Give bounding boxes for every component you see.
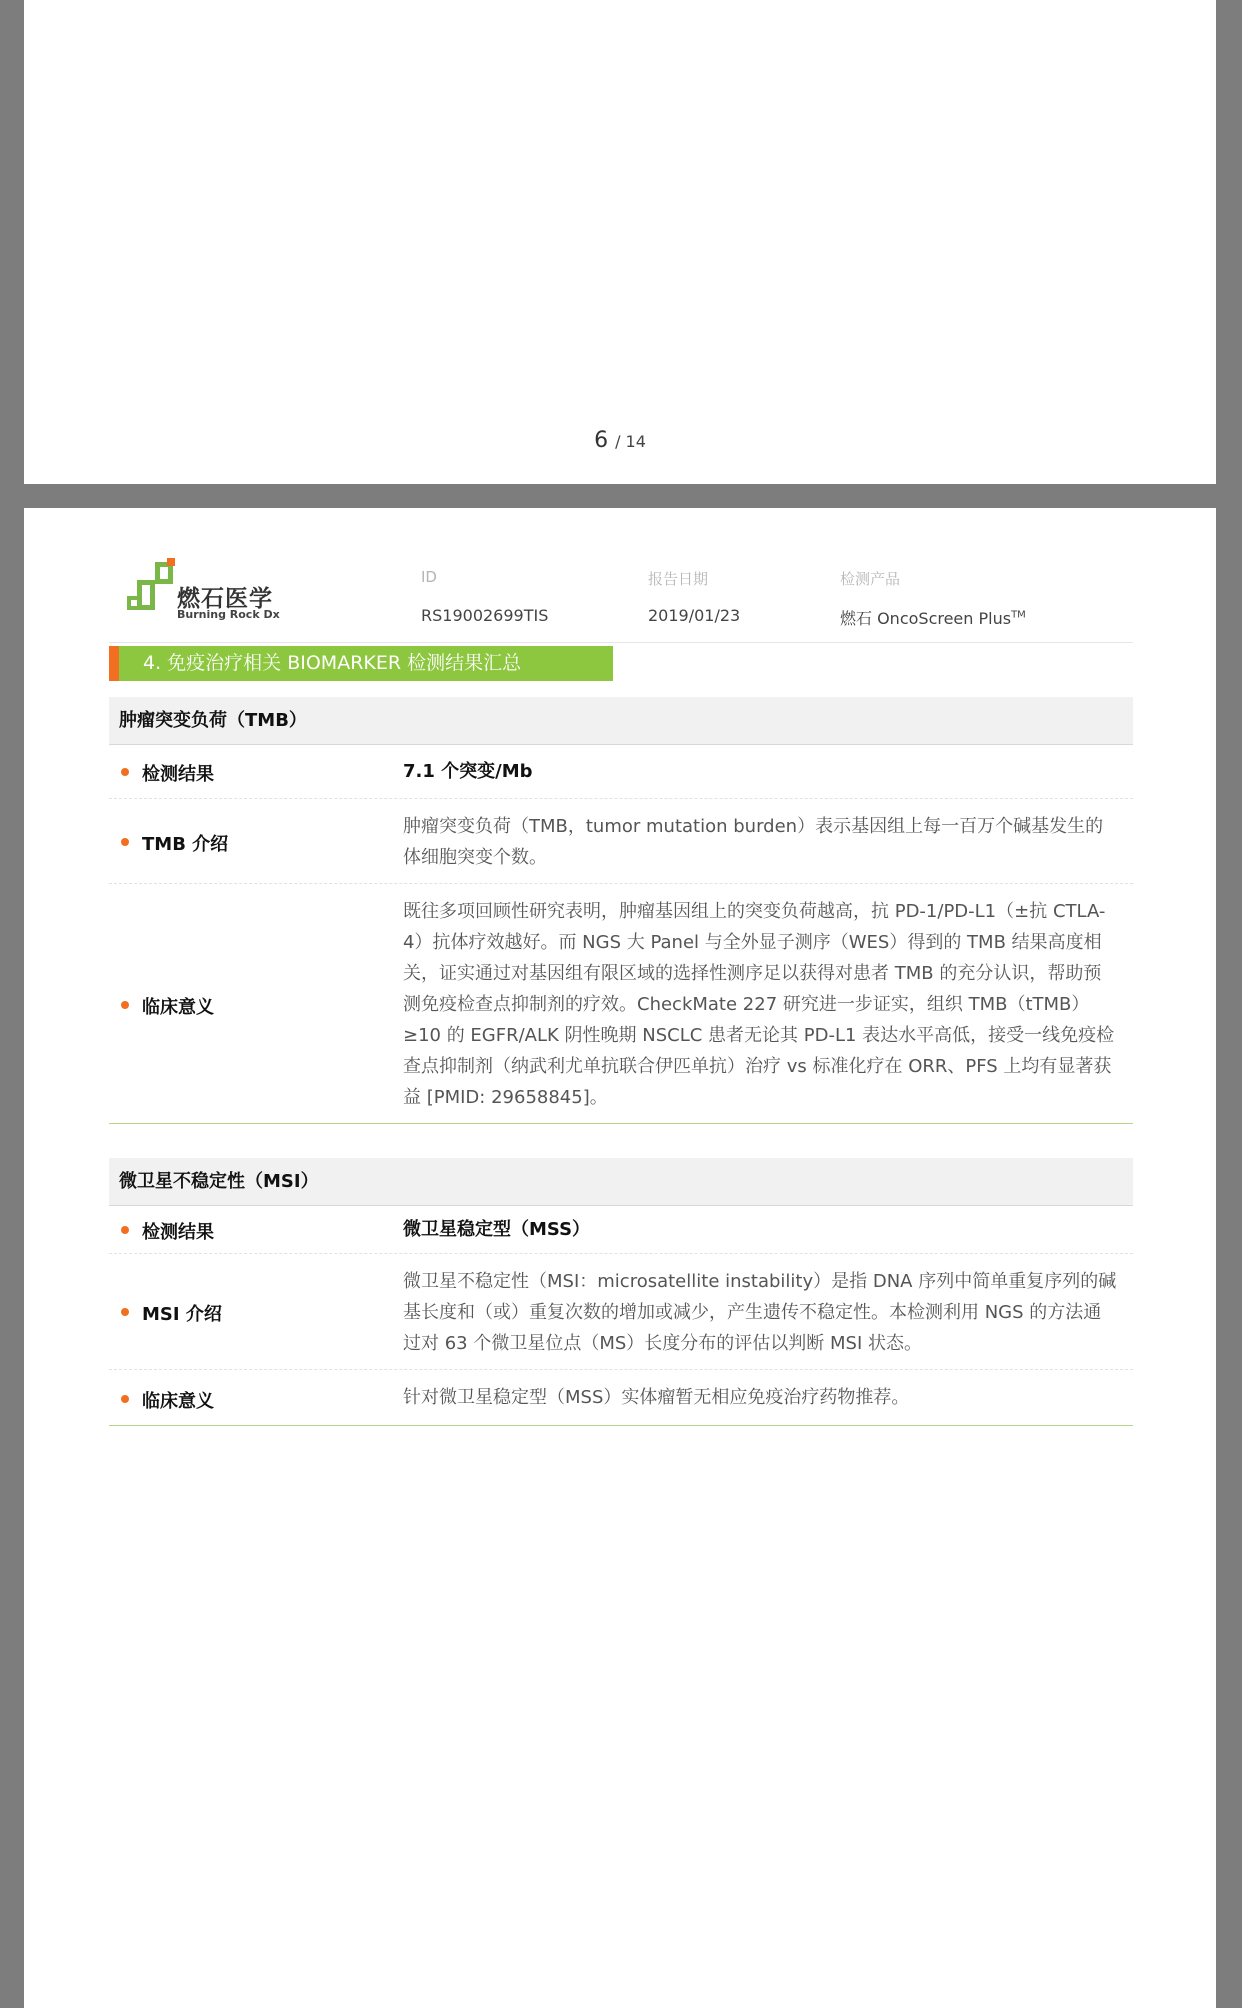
- row-label: 检测结果: [142, 764, 214, 785]
- tmb-result-value: 7.1 个突变/Mb: [403, 761, 533, 782]
- report-page: [24, 508, 1216, 2008]
- logo-icon: [127, 558, 177, 624]
- page-counter: [24, 428, 1216, 453]
- tmb-heading: 肿瘤突变负荷（TMB）: [109, 697, 1133, 745]
- bullet-icon: [121, 1001, 129, 1009]
- product-name: 燃石 OncoScreen Plus: [840, 609, 1012, 628]
- section-title-bar: [109, 646, 613, 681]
- row-label: TMB 介绍: [142, 834, 229, 855]
- msi-result-value: 微卫星稳定型（MSS）: [403, 1219, 591, 1240]
- report-date-value: 2019/01/23: [648, 606, 741, 625]
- product-label: 检测产品: [840, 570, 901, 588]
- current-page-number: 6: [594, 428, 609, 453]
- row-label: 检测结果: [142, 1222, 214, 1243]
- bullet-icon: [121, 768, 129, 776]
- row-label: 临床意义: [142, 1391, 214, 1412]
- previous-page: [24, 0, 1216, 484]
- bullet-icon: [121, 1308, 129, 1316]
- burning-rock-logo: [127, 558, 287, 628]
- row-label: 临床意义: [142, 997, 214, 1018]
- table-row: [109, 745, 1133, 799]
- row-value: 微卫星不稳定性（MSI：microsatellite instability）是指 DNA 序列中简单重复序列的碱基长度和（或）重复次数的增加或减少，产生遗传不稳定性。本检测利用 NGS 的方法通过对 63 个微卫星位点（MS）长度分布的评估以判断 MSI 状态。: [403, 1271, 1117, 1354]
- msi-heading: 微卫星不稳定性（MSI）: [109, 1158, 1133, 1206]
- id-label: ID: [421, 568, 437, 586]
- section-title: 4. 免疫治疗相关 BIOMARKER 检测结果汇总: [143, 652, 522, 674]
- bullet-icon: [121, 838, 129, 846]
- product-value: [840, 606, 1026, 629]
- bullet-icon: [121, 1226, 129, 1234]
- table-row: [109, 884, 1133, 1124]
- bullet-icon: [121, 1395, 129, 1403]
- report-header: [109, 554, 1133, 643]
- report-date-label: 报告日期: [648, 570, 709, 588]
- table-row: [109, 1254, 1133, 1370]
- total-pages: / 14: [615, 432, 646, 451]
- id-value: RS19002699TIS: [421, 606, 549, 625]
- table-row: [109, 1206, 1133, 1254]
- row-value: 针对微卫星稳定型（MSS）实体瘤暂无相应免疫治疗药物推荐。: [403, 1387, 910, 1408]
- msi-table: [109, 1158, 1133, 1426]
- tmb-table: [109, 697, 1133, 1124]
- logo-english-text: Burning Rock Dx: [177, 608, 280, 621]
- trademark-mark: TM: [1011, 609, 1026, 621]
- logo-chinese-text: 燃石医学: [177, 586, 273, 612]
- table-row: [109, 799, 1133, 884]
- section-accent: [109, 646, 119, 681]
- table-row: [109, 1370, 1133, 1426]
- row-value: 既往多项回顾性研究表明，肿瘤基因组上的突变负荷越高，抗 PD-1/PD-L1（±抗 CTLA-4）抗体疗效越好。而 NGS 大 Panel 与全外显子测序（WES）得到的 TMB 结果高度相关，证实通过对基因组有限区域的选择性测序足以获得对患者 TMB 的充分认识，帮助预测免疫检查点抑制剂的疗效。CheckMate 227 研究进一步证实，组织 TMB（tTMB）≥10 的 EGFR/ALK 阴性晚期 NSCLC 患者无论其 PD-L1 表达水平高低，接受一线免疫检查点抑制剂（纳武利尤单抗联合伊匹单抗）治疗 vs 标准化疗在 ORR、PFS 上均有显著获益 [PMID: 29658845]。: [403, 901, 1115, 1108]
- row-label: MSI 介绍: [142, 1304, 222, 1325]
- row-value: 肿瘤突变负荷（TMB，tumor mutation burden）表示基因组上每一百万个碱基发生的体细胞突变个数。: [403, 816, 1104, 868]
